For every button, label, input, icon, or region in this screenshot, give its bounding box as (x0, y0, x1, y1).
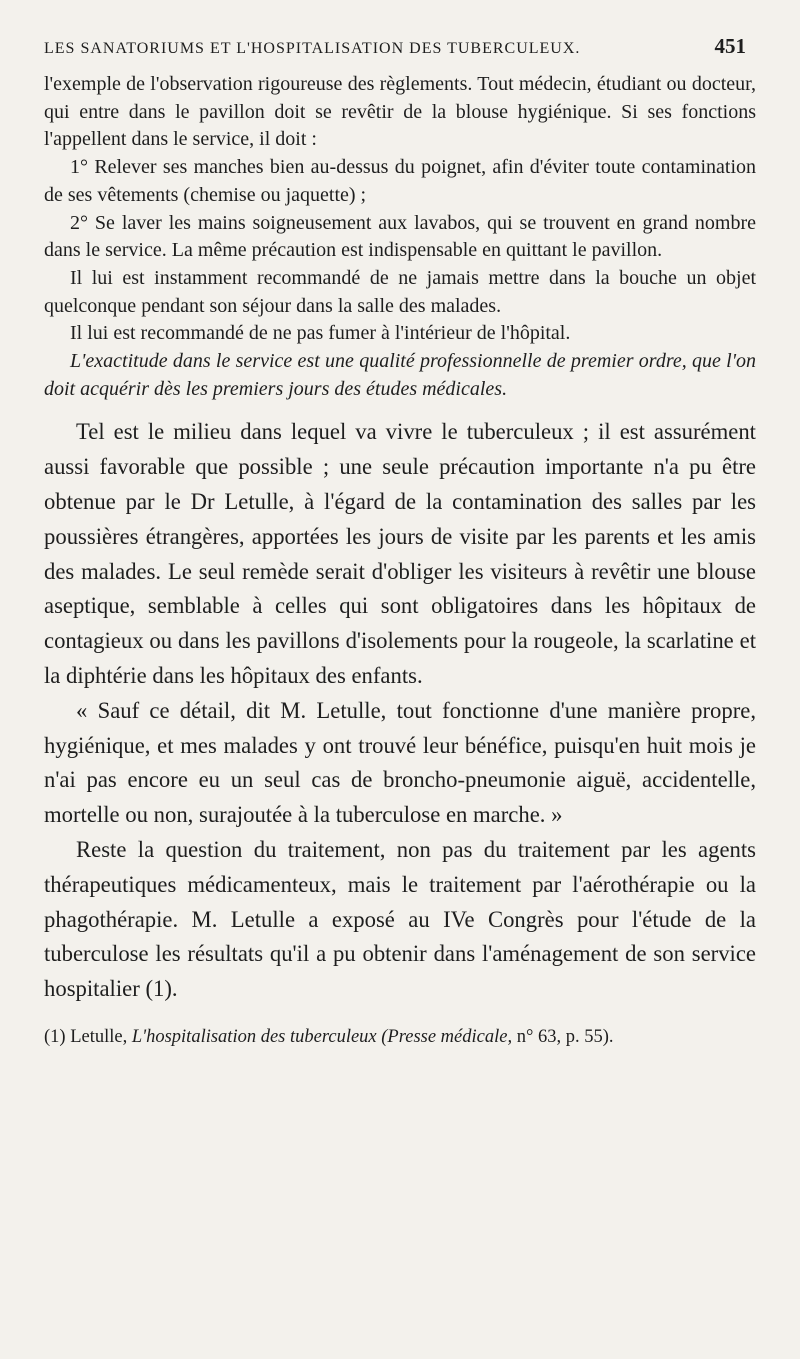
footnote (44, 1025, 756, 1050)
running-title: LES SANATORIUMS ET L'HOSPITALISATION DES TUBERCULEUX. (44, 40, 581, 57)
paragraph-traitement: Reste la question du traitement, non pas du traitement par les agents thérapeutiques médicamenteux, mais le traitement par l'aérothérapie ou la phagothérapie. M. Letulle a exposé au IVe Congrès pour l'étude de la tuberculose les résultats qu'il a pu obtenir dans l'aménagement de son service hospitalier (1). (44, 837, 756, 1002)
paragraph-exactitude: L'exactitude dans le service est une qualité professionnelle de premier ordre, que l'on doit acquérir dès les premiers jours des études médicales. (44, 350, 756, 400)
footnote-journal: (Presse médicale, (381, 1026, 513, 1047)
paragraph-rule-2: 2° Se laver les mains soigneusement aux lavabos, qui se trouvent en grand nombre dans le service. La même précaution est indispensable en quittant le pavillon. (44, 211, 756, 262)
footnote-title: L'hospitalisation des tuberculeux (131, 1026, 377, 1047)
footnote-ref: n° 63, p. 55). (516, 1026, 614, 1047)
regulations-section (44, 71, 756, 403)
paragraph-quote-letulle: « Sauf ce détail, dit M. Letulle, tout fonctionne d'une manière propre, hygiénique, et mes malades y ont trouvé leur bénéfice, puisqu'en huit mois je n'ai pas encore eu un seul cas de broncho-pneumonie aiguë, accidentelle, mortelle ou non, surajoutée à la tuberculose en marche. » (44, 697, 756, 828)
footnote-marker: (1) Letulle, (44, 1026, 128, 1047)
page-number: 451 (714, 34, 746, 58)
paragraph-regulations-intro: l'exemple de l'observation rigoureuse des règlements. Tout médecin, étudiant ou docteur, qui entre dans le pavillon doit se revêtir de la blouse hygiénique. Si ses fonctions l'appellent dans le service, il doit : (44, 73, 756, 151)
paragraph-milieu: Tel est le milieu dans lequel va vivre le tuberculeux ; il est assurément aussi favorable que possible ; une seule précaution importante n'a pu être obtenue par le Dr Letulle, à l'égard de la contamination des salles par les poussières étrangères, apportées les jours de visite par les parents et les amis des malades. Le seul remède serait d'obliger les visiteurs à revêtir une blouse aseptique, semblable à celles qui sont obligatoires dans les hôpitaux de contagieux ou dans les pavillons d'isolements pour la rougeole, la scarlatine et la diphtérie dans les hôpitaux des enfants. (44, 419, 756, 689)
page-header (44, 34, 756, 59)
paragraph-rule-mouth: Il lui est instamment recommandé de ne jamais mettre dans la bouche un objet quelconque pendant son séjour dans la salle des malades. (44, 266, 756, 317)
paragraph-rule-1: 1° Relever ses manches bien au-dessus du poignet, afin d'éviter toute contamination de ses vêtements (chemise ou jaquette) ; (44, 156, 756, 206)
paragraph-rule-smoking: Il lui est recommandé de ne pas fumer à l'intérieur de l'hôpital. (70, 322, 571, 345)
main-text-section (44, 415, 756, 1007)
